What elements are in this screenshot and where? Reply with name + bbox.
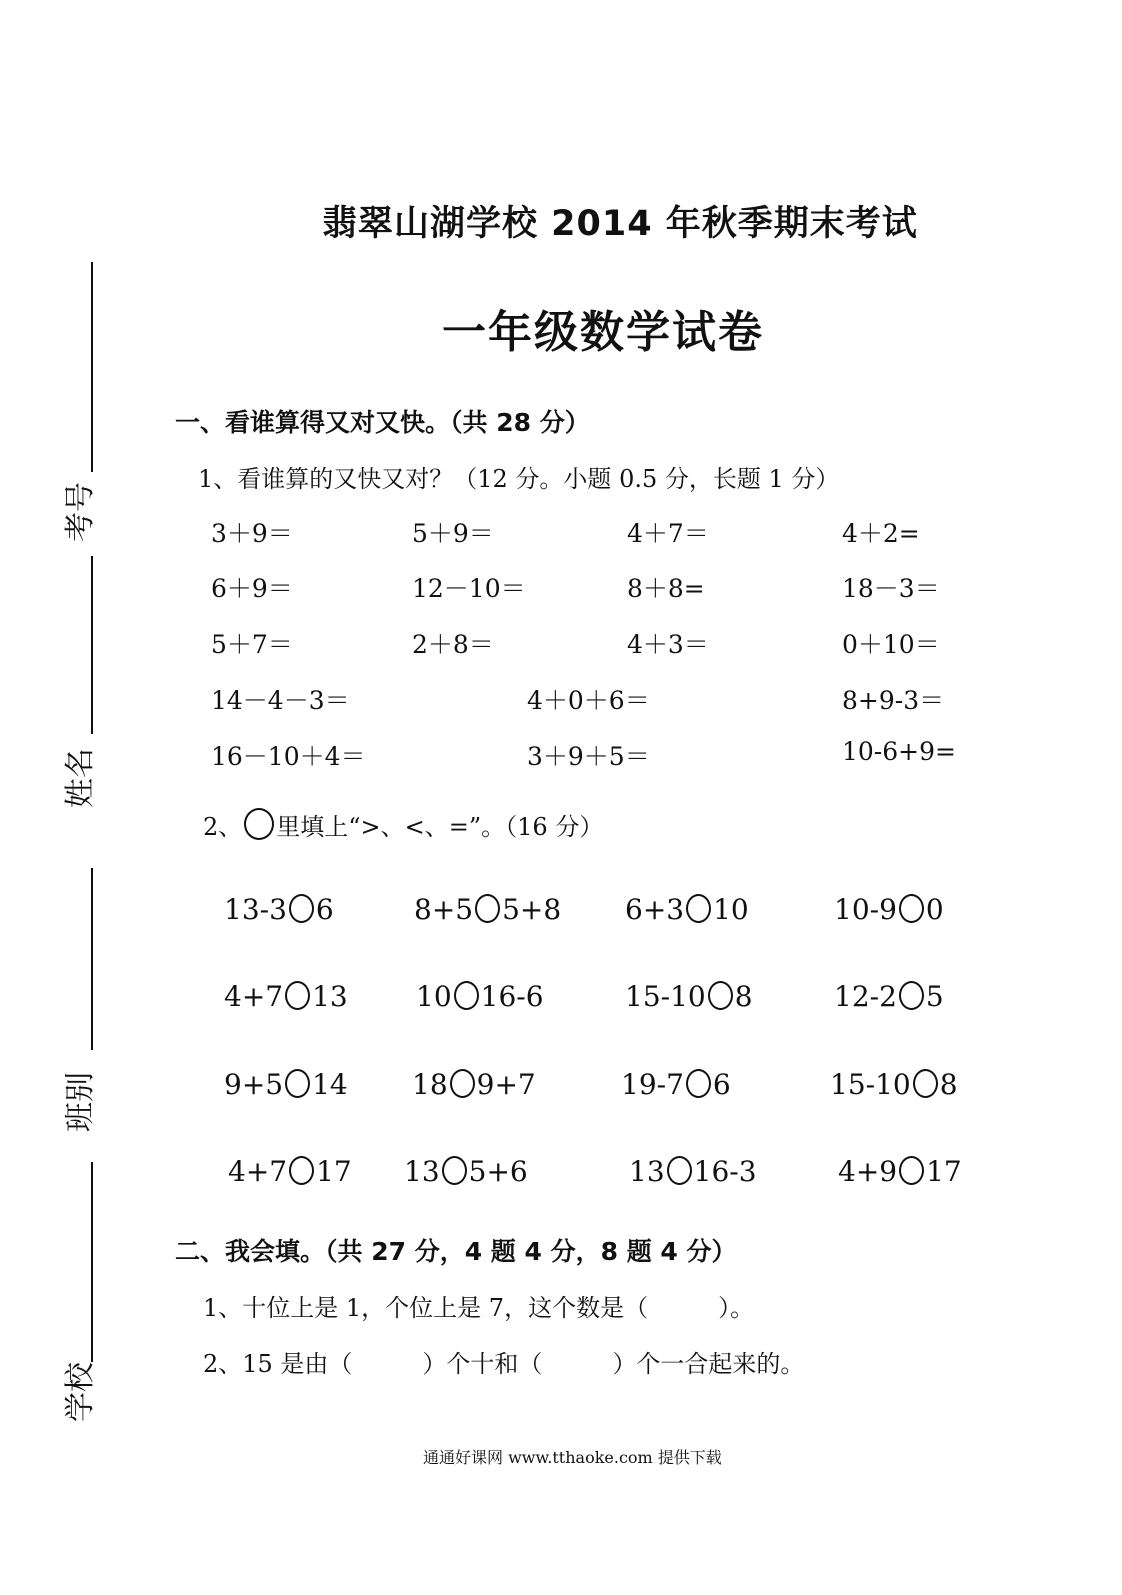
- compare-item: 4+7 13: [224, 980, 348, 1013]
- margin-label-school: 学校: [63, 1362, 98, 1422]
- compare-item: 10 16-6: [416, 980, 544, 1013]
- answer-circle[interactable]: [285, 981, 310, 1010]
- calc-item: 8＋8=: [627, 574, 705, 603]
- answer-circle[interactable]: [289, 1156, 314, 1185]
- compare-item: 10-9 0: [834, 893, 944, 926]
- calc-item: 14－4－3＝: [211, 686, 350, 715]
- footer-credit: 通通好课网 www.tthaoke.com 提供下载: [423, 1448, 722, 1467]
- answer-circle[interactable]: [667, 1156, 692, 1185]
- compare-item: 8+5 5+8: [414, 893, 562, 926]
- section2-title: 二、我会填。（共 27 分，4 题 4 分，8 题 4 分）: [175, 1237, 737, 1266]
- margin-label-exam-no: 考号: [63, 482, 98, 542]
- section2-q2: 2、15 是由（ ）个十和（ ）个一合起来的。: [203, 1350, 805, 1378]
- calc-item: 12－10＝: [412, 574, 526, 603]
- circle-icon: [244, 808, 274, 840]
- compare-item: 19-7 6: [621, 1068, 731, 1101]
- compare-item: 9+5 14: [224, 1068, 348, 1101]
- margin-label-class: 班别: [63, 1072, 98, 1132]
- compare-item: 6+3 10: [625, 893, 749, 926]
- calc-item: 5＋7＝: [211, 630, 293, 659]
- calc-item: 18－3＝: [842, 574, 940, 603]
- school-exam-title: 翡翠山湖学校 2014 年秋季期末考试: [322, 204, 918, 244]
- calc-item: 4＋3＝: [627, 630, 709, 659]
- calc-item: 10-6+9=: [842, 737, 956, 766]
- calc-item: 3＋9＋5＝: [527, 742, 650, 771]
- compare-item: 13 16-3: [629, 1155, 757, 1188]
- answer-circle[interactable]: [454, 981, 479, 1010]
- calc-item: 5＋9＝: [412, 519, 494, 548]
- answer-circle[interactable]: [285, 1069, 310, 1098]
- compare-item: 12-2 5: [834, 980, 944, 1013]
- answer-circle[interactable]: [899, 894, 924, 923]
- q2-number: 2、: [203, 813, 243, 841]
- margin-line-name: [91, 556, 93, 734]
- compare-item: 13 5+6: [404, 1155, 528, 1188]
- answer-circle[interactable]: [442, 1156, 467, 1185]
- calc-item: 4＋0＋6＝: [527, 686, 650, 715]
- calc-item: 2＋8＝: [412, 630, 494, 659]
- section2-q1: 1、十位上是 1，个位上是 7，这个数是（ ）。: [203, 1294, 755, 1322]
- compare-item: 4+9 17: [838, 1155, 962, 1188]
- answer-circle[interactable]: [913, 1069, 938, 1098]
- margin-label-name: 姓名: [63, 748, 98, 808]
- paper-title: 一年级数学试卷: [442, 307, 764, 358]
- q2-prompt: [203, 807, 603, 842]
- calc-item: 0＋10＝: [842, 630, 940, 659]
- calc-item: 3＋9＝: [211, 519, 293, 548]
- compare-item: 15-10 8: [625, 980, 753, 1013]
- calc-item: 4＋2=: [842, 519, 920, 548]
- calc-item: 8+9-3＝: [842, 686, 945, 715]
- compare-item: 15-10 8: [830, 1068, 958, 1101]
- q1-prompt: 1、看谁算的又快又对？（12 分。小题 0.5 分，长题 1 分）: [198, 465, 840, 493]
- margin-line-class: [91, 868, 93, 1050]
- answer-circle[interactable]: [899, 1156, 924, 1185]
- compare-item: 13-3 6: [224, 893, 334, 926]
- answer-circle[interactable]: [686, 1069, 711, 1098]
- compare-item: 18 9+7: [412, 1068, 536, 1101]
- compare-item: 4+7 17: [228, 1155, 352, 1188]
- q2-text: 里填上“>、<、=”。（16 分）: [276, 813, 604, 841]
- answer-circle[interactable]: [475, 894, 500, 923]
- answer-circle[interactable]: [289, 894, 314, 923]
- section1-title: 一、看谁算得又对又快。（共 28 分）: [175, 408, 590, 437]
- answer-circle[interactable]: [708, 981, 733, 1010]
- answer-circle[interactable]: [686, 894, 711, 923]
- margin-line-exam-no: [91, 262, 93, 472]
- margin-line-school: [91, 1162, 93, 1362]
- calc-item: 6＋9＝: [211, 574, 293, 603]
- answer-circle[interactable]: [450, 1069, 475, 1098]
- calc-item: 16－10＋4＝: [211, 742, 366, 771]
- calc-item: 4＋7＝: [627, 519, 709, 548]
- answer-circle[interactable]: [899, 981, 924, 1010]
